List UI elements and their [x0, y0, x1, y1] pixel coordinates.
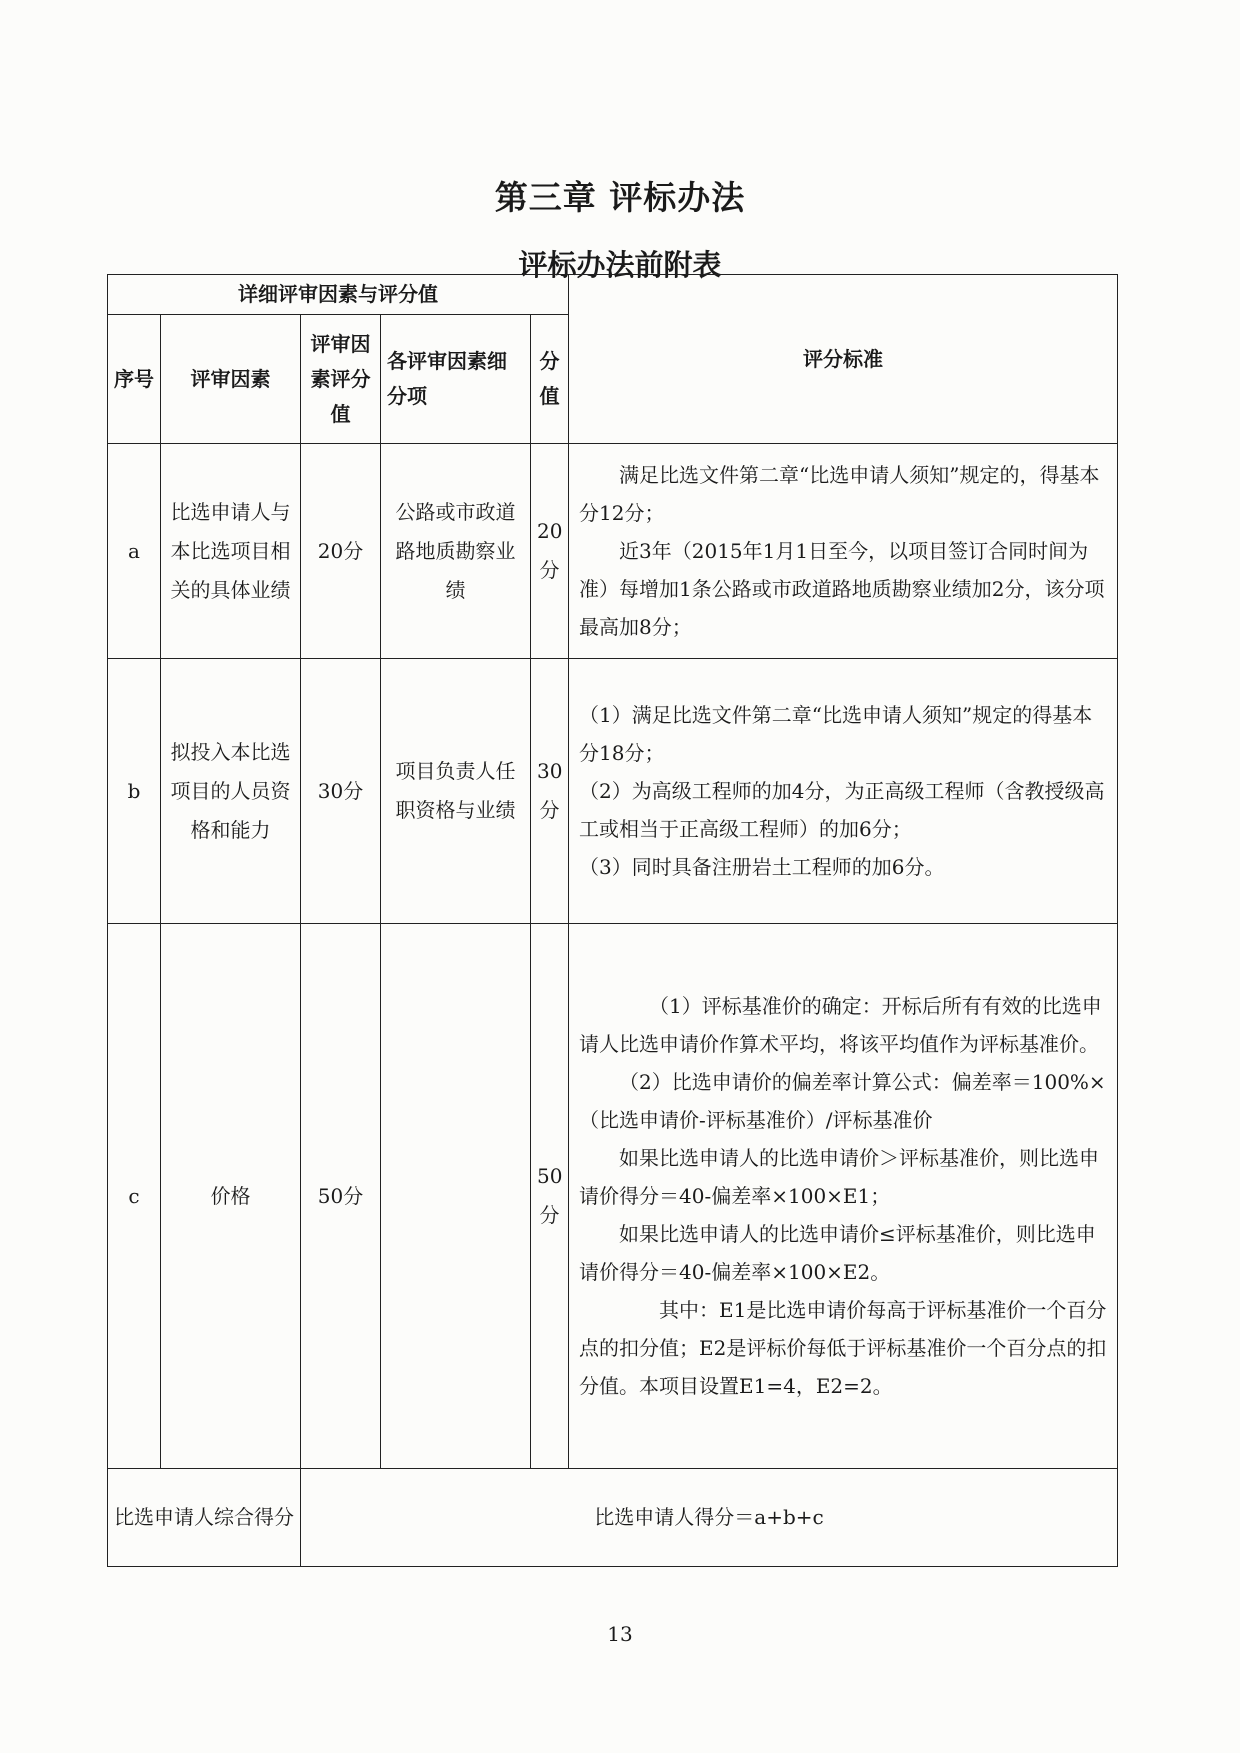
header-score: 分值 [531, 315, 569, 444]
row-seq: a [108, 444, 161, 659]
row-seq: b [108, 659, 161, 924]
criteria-line: 其中：E1是比选申请价每高于评标基准价一个百分点的扣分值；E2是评标价每低于评标基准价一个百分点的扣分值。本项目设置E1=4，E2=2。 [579, 1298, 1107, 1398]
row-factor-score: 20分 [301, 444, 381, 659]
criteria-line: （1）评标基准价的确定：开标后所有有效的比选申请人比选申请价作算术平均，将该平均值作为评标基准价。 [579, 994, 1102, 1056]
header-seq: 序号 [108, 315, 161, 444]
table-row [108, 659, 1118, 924]
scoring-table [107, 274, 1118, 1567]
table-total-row [108, 1469, 1118, 1567]
table-title: 评标办法前附表 [518, 248, 722, 282]
row-factor: 比选申请人与本比选项目相关的具体业绩 [161, 444, 301, 659]
criteria-line: 如果比选申请人的比选申请价＞评标基准价，则比选申请价得分＝40-偏差率×100×E1； [579, 1146, 1100, 1208]
header-criteria: 评分标准 [569, 275, 1118, 444]
table-row [108, 444, 1118, 659]
row-sub-item: 公路或市政道路地质勘察业绩 [381, 444, 531, 659]
row-criteria [569, 924, 1118, 1469]
row-sub-item: 项目负责人任职资格与业绩 [381, 659, 531, 924]
criteria-line: （3）同时具备注册岩土工程师的加6分。 [579, 855, 945, 879]
criteria-line: （2）比选申请价的偏差率计算公式：偏差率＝100%×（比选申请价-评标基准价）/评标基准价 [579, 1070, 1106, 1132]
row-factor-score: 50分 [301, 924, 381, 1469]
criteria-line: 近3年（2015年1月1日至今，以项目签订合同时间为准）每增加1条公路或市政道路地质勘察业绩加2分，该分项最高加8分； [579, 539, 1105, 639]
chapter-title: 第三章 评标办法 [494, 178, 746, 217]
row-seq: c [108, 924, 161, 1469]
header-factor: 评审因素 [161, 315, 301, 444]
row-score: 50分 [531, 924, 569, 1469]
row-sub-item [381, 924, 531, 1469]
row-score: 30分 [531, 659, 569, 924]
page-number: 13 [607, 1622, 633, 1646]
row-criteria [569, 659, 1118, 924]
header-factor-score: 评审因素评分值 [301, 315, 381, 444]
criteria-line: 如果比选申请人的比选申请价≤评标基准价，则比选申请价得分＝40-偏差率×100×E2。 [579, 1222, 1096, 1284]
row-factor: 价格 [161, 924, 301, 1469]
criteria-line: （2）为高级工程师的加4分，为正高级工程师（含教授级高工或相当于正高级工程师）的加6分； [579, 779, 1105, 841]
row-factor-score: 30分 [301, 659, 381, 924]
criteria-line: 满足比选文件第二章“比选申请人须知”规定的，得基本分12分； [579, 463, 1100, 525]
table-row [108, 924, 1118, 1469]
table-group-header-row [108, 275, 1118, 315]
row-factor: 拟投入本比选项目的人员资格和能力 [161, 659, 301, 924]
group-header: 详细评审因素与评分值 [108, 275, 569, 315]
total-formula: 比选申请人得分＝a+b+c [301, 1469, 1118, 1567]
header-sub-item: 各评审因素细分项 [381, 315, 531, 444]
row-criteria [569, 444, 1118, 659]
criteria-line: （1）满足比选文件第二章“比选申请人须知”规定的得基本分18分； [579, 703, 1093, 765]
row-score: 20分 [531, 444, 569, 659]
total-label: 比选申请人综合得分 [108, 1469, 301, 1567]
